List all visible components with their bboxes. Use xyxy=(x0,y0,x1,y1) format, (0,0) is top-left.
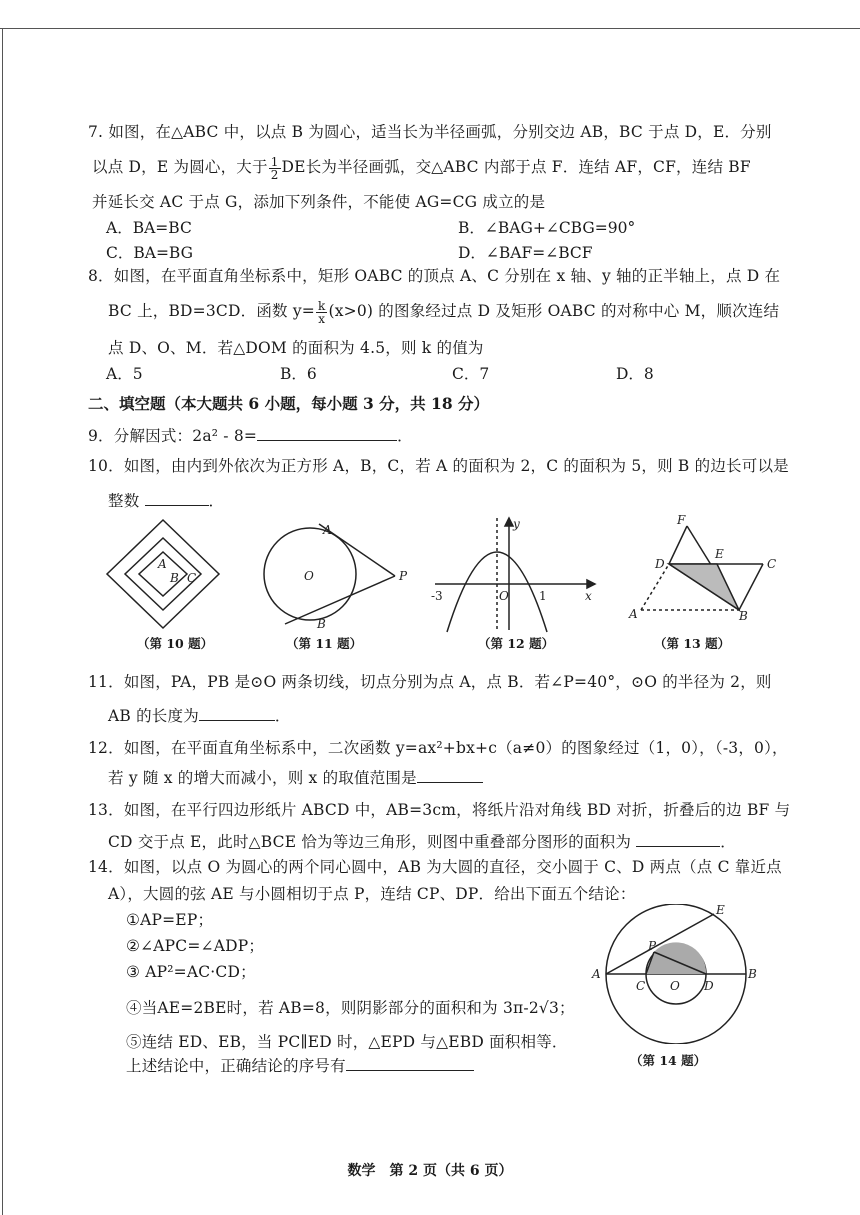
q12-line1: 12．如图，在平面直角坐标系中，二次函数 y=ax²+bx+c（a≠0）的图象经过（1，0），（-3，0）， xyxy=(88,739,788,757)
q7-option-c: C．BA=BG xyxy=(106,244,193,262)
svg-text:B: B xyxy=(317,617,326,631)
q8-line2-b: (x>0) 的图象经过点 D 及矩形 OABC 的对称中心 M，顺次连结 xyxy=(328,302,780,320)
q11-line1: 11．如图，PA，PB 是⊙O 两条切线，切点分别为点 A，点 B．若∠P=40°，⊙O 的半径为 2，则 xyxy=(88,673,772,691)
svg-text:C: C xyxy=(767,557,777,571)
svg-text:y: y xyxy=(513,517,520,531)
svg-text:F: F xyxy=(677,513,686,527)
q13-line1: 13．如图，在平行四边形纸片 ABCD 中，AB=3cm，将纸片沿对角线 BD 对折，折叠后的边 BF 与 xyxy=(88,801,791,819)
q7-option-b: B．∠BAG+∠CBG=90° xyxy=(458,219,636,237)
figure-12-parabola xyxy=(431,517,595,632)
svg-text:D: D xyxy=(655,557,665,571)
svg-text:-3: -3 xyxy=(431,589,443,603)
svg-text:C: C xyxy=(636,979,646,993)
svg-text:1: 1 xyxy=(539,589,547,603)
figure-10-nested-squares xyxy=(107,520,219,628)
q11-answer-blank[interactable] xyxy=(199,706,275,721)
section-fill-in-heading: 二、填空题（本大题共 6 小题，每小题 3 分，共 18 分） xyxy=(88,394,490,413)
q14-line1: 14．如图，以点 O 为圆心的两个同心圆中，AB 为大圆的直径，交小圆于 C、D 两点（点 C 靠近点 xyxy=(88,858,782,876)
caption-figure-11: （第 11 题） xyxy=(286,636,363,651)
q8-option-d: D．8 xyxy=(616,365,654,383)
q12-line2: 若 y 随 x 的增大而减小，则 x 的取值范围是 xyxy=(108,766,483,788)
q7-option-d: D．∠BAF=∠BCF xyxy=(458,244,593,262)
svg-text:B: B xyxy=(170,571,179,585)
q11-line2: AB 的长度为 ． xyxy=(108,707,291,725)
q14-line2: A），大圆的弦 AE 与小圆相切于点 P，连结 CP、DP．给出下面五个结论： xyxy=(108,885,636,903)
page-border-left xyxy=(2,28,3,1215)
q10-line2: 整数 ． xyxy=(108,492,225,510)
q7-line1: 7. 如图，在△ABC 中，以点 B 为圆心，适当长为半径画弧，分别交边 AB，BC 于点 D，E．分别 xyxy=(88,123,772,141)
svg-text:x: x xyxy=(585,589,592,603)
q10-line1: 10．如图，由内到外依次为正方形 A，B，C，若 A 的面积为 2，C 的面积为 5，则 B 的边长可以是 xyxy=(88,457,789,475)
figures-row xyxy=(95,512,815,636)
figure-14-concentric-circles xyxy=(590,904,770,1044)
svg-text:E: E xyxy=(715,547,724,561)
caption-figure-12: （第 12 题） xyxy=(478,636,555,651)
q7-line3: 并延长交 AC 于点 G，添加下列条件，不能使 AG=CG 成立的是 xyxy=(92,193,546,211)
svg-text:O: O xyxy=(499,589,509,603)
q8-line2-a: BC 上，BD=3CD．函数 y= xyxy=(108,302,315,320)
q9-line: 9．分解因式：2a² - 8= ． xyxy=(88,427,413,445)
q14-conclusion-1: ①AP=EP； xyxy=(126,911,214,929)
figure-13-parallelogram-fold xyxy=(628,513,776,623)
q14-conclusion-3: ③ AP²=AC·CD； xyxy=(126,963,256,981)
q7-line2-a: 以点 D，E 为圆心，大于 xyxy=(92,158,268,176)
svg-text:A: A xyxy=(158,557,167,571)
svg-text:O: O xyxy=(670,979,680,993)
caption-figure-10: （第 10 题） xyxy=(137,636,214,651)
q14-answer-blank[interactable] xyxy=(346,1056,474,1071)
q8-line1: 8．如图，在平面直角坐标系中，矩形 OABC 的顶点 A、C 分别在 x 轴、y 轴的正半轴上，点 D 在 xyxy=(88,267,781,285)
caption-figure-14: （第 14 题） xyxy=(630,1053,707,1068)
svg-text:A: A xyxy=(592,967,601,981)
q8-line3: 点 D、O、M．若△DOM 的面积为 4.5，则 k 的值为 xyxy=(108,339,484,357)
q8-option-a: A．5 xyxy=(106,365,143,383)
fraction-half: $\frac{1}{2}$ xyxy=(270,154,279,182)
svg-text:E: E xyxy=(716,904,725,917)
q7-option-a: A．BA=BC xyxy=(106,219,192,237)
figure-11-circle-tangents xyxy=(264,523,408,631)
q13-answer-blank[interactable] xyxy=(636,832,720,847)
q14-conclusion-4: ④当AE=2BE时，若 AB=8，则阴影部分的面积和为 3π-2√3； xyxy=(126,999,575,1017)
svg-text:D: D xyxy=(704,979,714,993)
page-footer: 数学 第 2 页（共 6 页） xyxy=(347,1163,513,1179)
svg-text:C: C xyxy=(187,571,197,585)
q9-text: 9．分解因式：2a² - 8= xyxy=(88,427,258,445)
svg-text:P: P xyxy=(399,569,408,583)
q12-answer-blank[interactable] xyxy=(417,768,483,783)
page-border-top xyxy=(0,28,860,29)
caption-figure-13: （第 13 题） xyxy=(654,636,731,651)
q7-line2-b: DE长为半径画弧，交△ABC 内部于点 F．连结 AF，CF，连结 BF xyxy=(281,158,751,176)
q14-conclusion-5: ⑤连结 ED、EB，当 PC∥ED 时，△EPD 与△EBD 面积相等． xyxy=(126,1033,568,1051)
q8-line2 xyxy=(108,299,779,325)
q14-answer-line: 上述结论中，正确结论的序号有 xyxy=(126,1054,474,1076)
q8-option-c: C．7 xyxy=(452,365,490,383)
svg-text:O: O xyxy=(304,569,314,583)
q8-option-b: B．6 xyxy=(280,365,317,383)
svg-text:B: B xyxy=(739,609,748,623)
svg-text:A: A xyxy=(323,523,332,537)
q10-answer-blank[interactable] xyxy=(145,491,209,506)
svg-text:P: P xyxy=(648,939,657,953)
q13-line2: CD 交于点 E，此时△BCE 恰为等边三角形，则图中重叠部分图形的面积为 ． xyxy=(108,833,736,851)
q9-answer-blank[interactable] xyxy=(257,426,397,441)
svg-text:B: B xyxy=(748,967,757,981)
fraction-k-over-x: $\frac{k}{x}$ xyxy=(318,298,326,326)
svg-text:A: A xyxy=(629,607,638,621)
q14-conclusion-2: ②∠APC=∠ADP； xyxy=(126,937,265,955)
q7-line2 xyxy=(92,155,751,181)
